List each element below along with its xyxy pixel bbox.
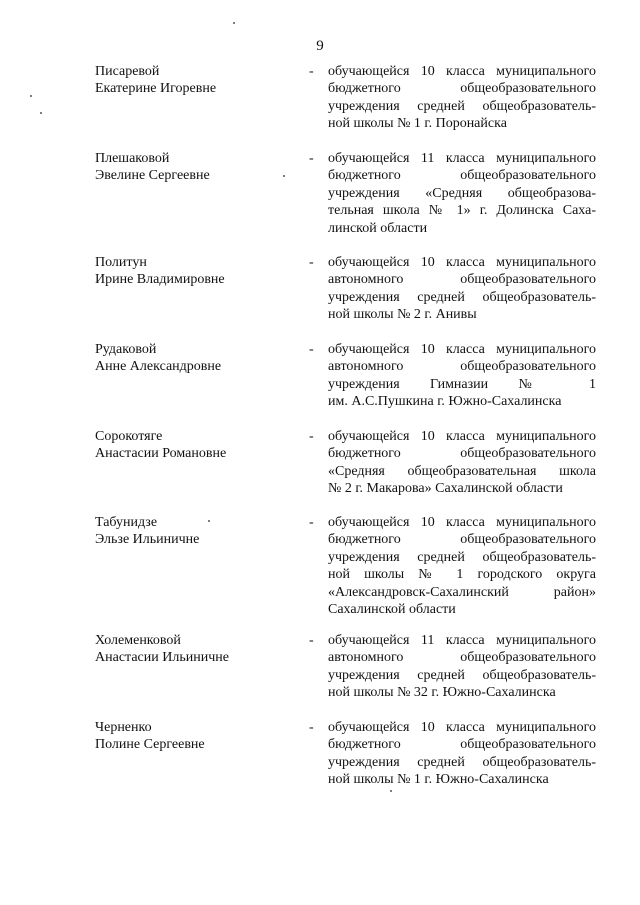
- dash-separator: -: [309, 720, 314, 735]
- recipient-description: [328, 341, 596, 411]
- given-names: Эльзе Ильиничне: [95, 532, 200, 548]
- scan-speck: [30, 95, 32, 97]
- scan-speck: [208, 520, 210, 522]
- recipient-description: [328, 254, 596, 324]
- description-line: бюджетного общеобразовательного: [328, 737, 596, 753]
- recipient-description: [328, 514, 596, 618]
- surname: Черненко: [95, 720, 152, 735]
- surname: Сорокотяге: [95, 429, 163, 444]
- dash-separator: -: [309, 633, 314, 648]
- recipient-name: [95, 150, 295, 185]
- given-names: Анастасии Романовне: [95, 446, 227, 462]
- recipient-description: [328, 428, 596, 498]
- description-line: бюджетного общеобразовательного: [328, 532, 596, 548]
- given-names: Анастасии Ильиничне: [95, 650, 229, 666]
- description-line: обучающейся 10 класса муниципального: [328, 255, 596, 270]
- given-names: Екатерине Игоревне: [95, 81, 217, 97]
- description-line: автономного общеобразовательного: [328, 359, 596, 375]
- description-line: № 2 г. Макарова» Сахалинской области: [328, 481, 563, 497]
- recipient-name: [95, 514, 295, 549]
- description-line: «Александровск-Сахалинский район»: [328, 584, 596, 600]
- given-names: Анне Александровне: [95, 359, 222, 375]
- given-names: Ирине Владимировне: [95, 272, 225, 288]
- description-line: обучающейся 10 класса муниципального: [328, 720, 596, 735]
- dash-separator: -: [309, 342, 314, 357]
- description-line: «Средняя общеобразовательная школа: [328, 463, 596, 479]
- recipient-name: [95, 632, 295, 667]
- recipient-description: [328, 719, 596, 789]
- dash-separator: -: [309, 429, 314, 444]
- surname: Плешаковой: [95, 151, 170, 166]
- scan-speck: [40, 112, 42, 114]
- description-line: обучающейся 10 класса муниципального: [328, 64, 596, 79]
- surname: Писаревой: [95, 64, 160, 79]
- description-line: бюджетного общеобразовательного: [328, 81, 596, 97]
- description-line: им. А.С.Пушкина г. Южно-Сахалинска: [328, 394, 562, 410]
- dash-separator: -: [309, 151, 314, 166]
- dash-separator: -: [309, 64, 314, 79]
- recipient-name: [95, 428, 295, 463]
- scan-speck: [390, 790, 392, 792]
- recipient-name: [95, 63, 295, 98]
- dash-separator: -: [309, 255, 314, 270]
- recipient-name: [95, 719, 295, 754]
- recipient-description: [328, 63, 596, 133]
- description-line: ной школы № 1 г. Южно-Сахалинска: [328, 772, 549, 788]
- description-line: учреждения средней общеобразователь-: [328, 549, 596, 565]
- given-names: Полине Сергеевне: [95, 737, 205, 753]
- description-line: ной школы № 1 г. Поронайска: [328, 116, 507, 132]
- description-line: автономного общеобразовательного: [328, 272, 596, 288]
- recipient-description: [328, 150, 596, 237]
- given-names: Эвелине Сергеевне: [95, 168, 210, 184]
- description-line: ной школы № 1 городского округа: [328, 567, 596, 583]
- recipient-name: [95, 341, 295, 376]
- description-line: ной школы № 32 г. Южно-Сахалинска: [328, 685, 556, 701]
- description-line: тельная школа № 1» г. Долинска Саха-: [328, 203, 596, 219]
- page-number: 9: [316, 38, 324, 54]
- dash-separator: -: [309, 515, 314, 530]
- description-line: бюджетного общеобразовательного: [328, 446, 596, 462]
- surname: Рудаковой: [95, 342, 157, 357]
- description-line: учреждения средней общеобразователь-: [328, 754, 596, 770]
- description-line: обучающейся 10 класса муниципального: [328, 342, 596, 357]
- recipient-description: [328, 632, 596, 702]
- scan-speck: [283, 175, 285, 177]
- description-line: автономного общеобразовательного: [328, 650, 596, 666]
- description-line: обучающейся 10 класса муниципального: [328, 429, 596, 444]
- recipient-name: [95, 254, 295, 289]
- description-line: линской области: [328, 220, 428, 236]
- surname: Холеменковой: [95, 633, 181, 648]
- description-line: учреждения средней общеобразователь-: [328, 667, 596, 683]
- description-line: учреждения Гимназии № 1: [328, 376, 596, 392]
- description-line: обучающейся 11 класса муниципального: [328, 633, 596, 648]
- description-line: учреждения средней общеобразователь-: [328, 289, 596, 305]
- description-line: бюджетного общеобразовательного: [328, 168, 596, 184]
- description-line: обучающейся 11 класса муниципального: [328, 151, 596, 166]
- description-line: Сахалинской области: [328, 602, 456, 618]
- scan-speck: [233, 22, 235, 24]
- description-line: учреждения «Средняя общеобразова-: [328, 185, 596, 201]
- description-line: ной школы № 2 г. Анивы: [328, 307, 477, 323]
- surname: Табунидзе: [95, 515, 158, 530]
- description-line: обучающейся 10 класса муниципального: [328, 515, 596, 530]
- description-line: учреждения средней общеобразователь-: [328, 98, 596, 114]
- surname: Политун: [95, 255, 147, 270]
